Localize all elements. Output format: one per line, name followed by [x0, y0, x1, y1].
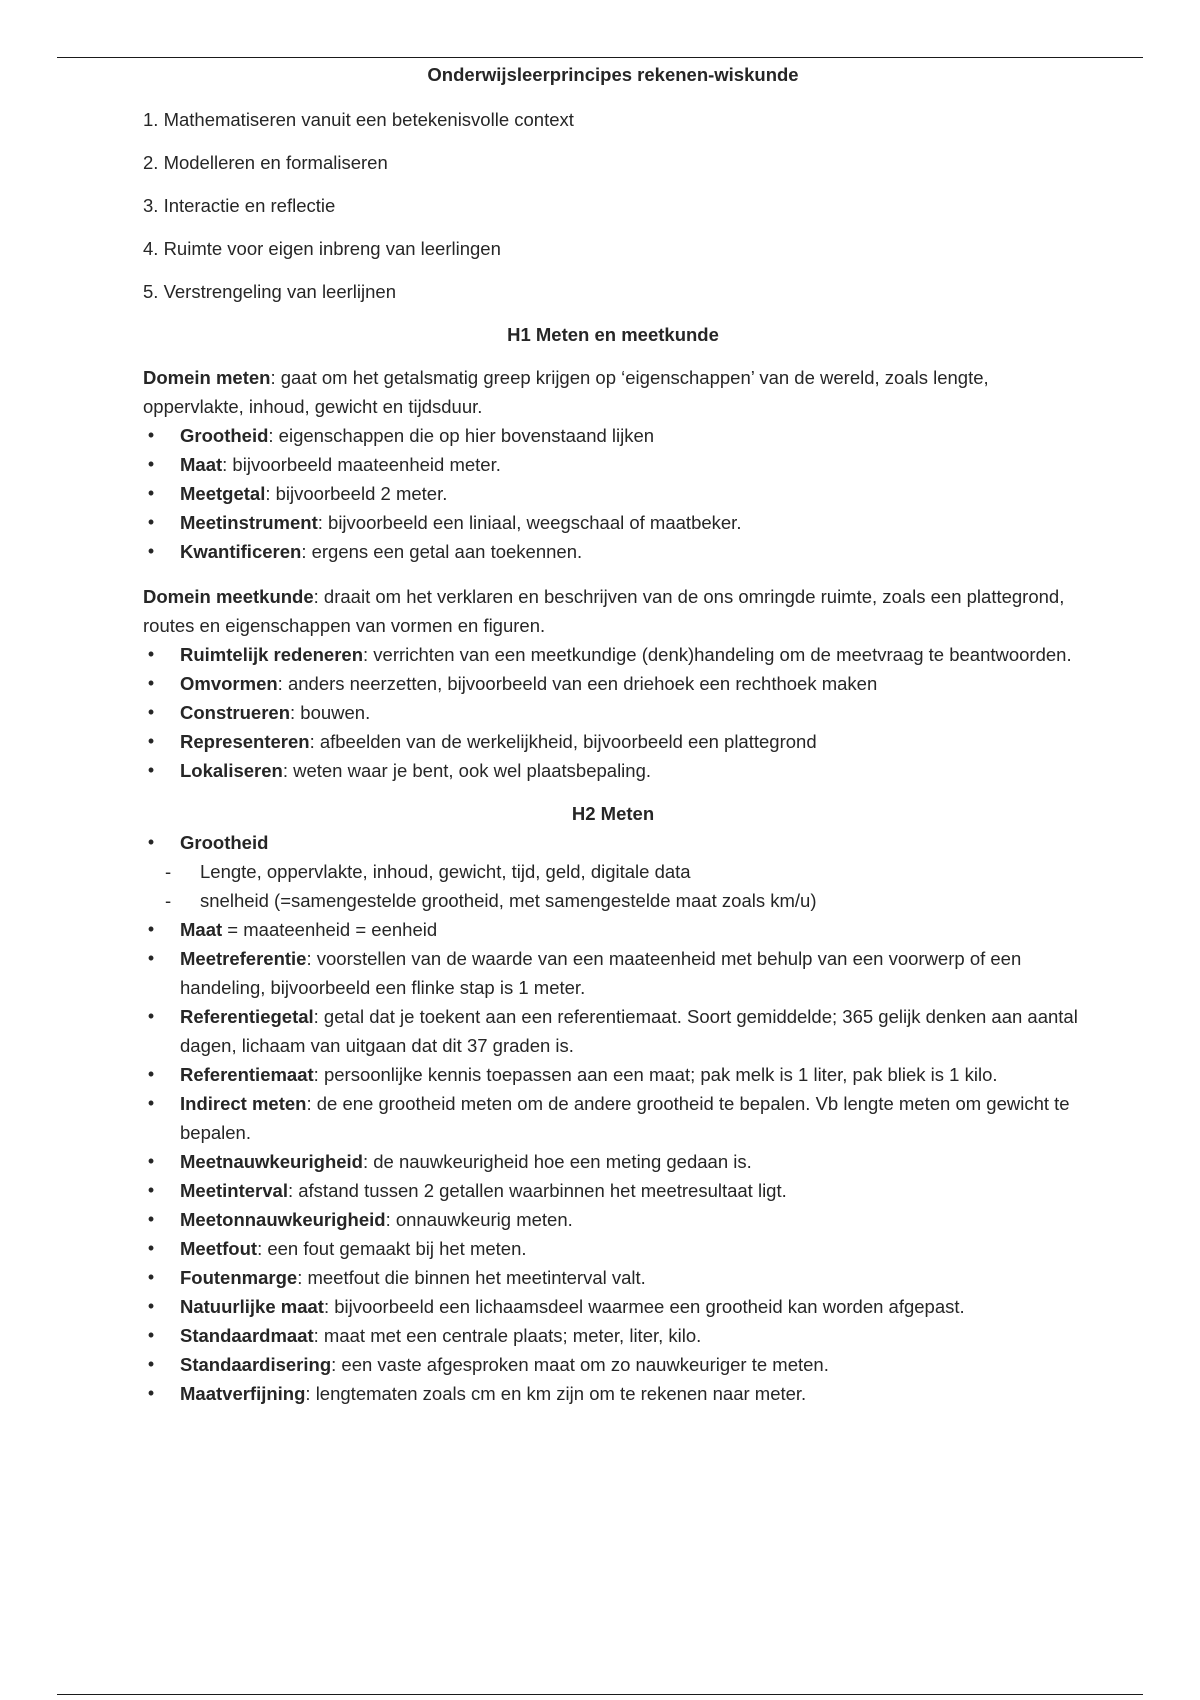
list-item-term: Maat	[180, 454, 223, 475]
list-item-text: : eigenschappen die op hier bovenstaand lijken	[268, 425, 655, 446]
list-item	[143, 508, 1083, 537]
list-item-term: Ruimtelijk redeneren	[180, 644, 364, 665]
list-item-text: : afbeelden van de werkelijkheid, bijvoorbeeld een plattegrond	[309, 731, 817, 752]
bullet-icon: •	[147, 832, 155, 852]
list-item	[143, 537, 1083, 566]
list-item-term: Standaardmaat	[180, 1325, 314, 1346]
list-item	[143, 1234, 1083, 1263]
list-item	[143, 1205, 1083, 1234]
list-item	[143, 944, 1083, 1002]
document-title: Onderwijsleerprincipes rekenen-wiskunde	[427, 64, 799, 85]
list-item-text: : getal dat je toekent aan een referentiemaat. Soort gemiddelde; 365 gelijk denken aan aantal dagen, lichaam van uitgaan dat dit 37 graden is.	[180, 1006, 1078, 1056]
list-item-term: Construeren	[180, 702, 290, 723]
domein-meetkunde-paragraph	[143, 582, 1083, 640]
list-item-term: Kwantificeren	[180, 541, 302, 562]
list-item-text: : bijvoorbeeld een liniaal, weegschaal of maatbeker.	[317, 512, 742, 533]
list-item-term: Meetinterval	[180, 1180, 288, 1201]
sub-list-item	[143, 857, 1083, 886]
document-content	[143, 60, 1083, 1408]
bullet-icon: •	[147, 1267, 155, 1287]
list-item-text: : lengtematen zoals cm en km zijn om te rekenen naar meter.	[305, 1383, 807, 1404]
list-item-term: Meetonnauwkeurigheid	[180, 1209, 386, 1230]
list-item	[143, 1060, 1083, 1089]
list-item	[143, 1292, 1083, 1321]
bullet-icon: •	[147, 1238, 155, 1258]
bullet-icon: •	[147, 760, 155, 780]
list-item-term: Referentiemaat	[180, 1064, 314, 1085]
bullet-icon: •	[147, 1093, 155, 1113]
list-item-term: Lokaliseren	[180, 760, 283, 781]
list-item-text: : voorstellen van de waarde van een maateenheid met behulp van een voorwerp of een handeling, bijvoorbeeld een flinke stap is 1 meter.	[180, 948, 1022, 998]
dash-icon: -	[165, 890, 172, 911]
list-item-text: : weten waar je bent, ook wel plaatsbepaling.	[282, 760, 652, 781]
h2-heading: H2 Meten	[571, 803, 655, 824]
domein-meetkunde-list	[143, 640, 1083, 785]
list-item-text: : verrichten van een meetkundige (denk)handeling om de meetvraag te beantwoorden.	[363, 644, 1072, 665]
bullet-icon: •	[147, 948, 155, 968]
list-item	[143, 698, 1083, 727]
domein-meten-term: Domein meten	[143, 367, 271, 388]
list-item-term: Grootheid	[180, 425, 269, 446]
list-item-text: : meetfout die binnen het meetinterval valt.	[297, 1267, 646, 1288]
sub-list-item-text: snelheid (=samengestelde grootheid, met samengestelde maat zoals km/u)	[200, 890, 817, 911]
domein-meetkunde-term: Domein meetkunde	[143, 586, 314, 607]
h1-heading: H1 Meten en meetkunde	[507, 324, 719, 345]
bullet-icon: •	[147, 731, 155, 751]
list-item-term: Natuurlijke maat	[180, 1296, 324, 1317]
list-item-term: Omvormen	[180, 673, 278, 694]
bullet-icon: •	[147, 1006, 155, 1026]
list-item-text: : onnauwkeurig meten.	[385, 1209, 573, 1230]
bullet-icon: •	[147, 702, 155, 722]
bullet-icon: •	[147, 673, 155, 693]
principles-list	[143, 105, 1083, 306]
list-item-term: Indirect meten	[180, 1093, 307, 1114]
sub-list-item	[143, 886, 1083, 915]
principle-item: 5. Verstrengeling van leerlijnen	[143, 281, 396, 302]
list-item-text: : een vaste afgesproken maat om zo nauwkeuriger te meten.	[331, 1354, 829, 1375]
list-item	[143, 421, 1083, 450]
bullet-icon: •	[147, 1296, 155, 1316]
list-item	[143, 1176, 1083, 1205]
bullet-icon: •	[147, 454, 155, 474]
list-item-term: Grootheid	[180, 832, 269, 853]
list-item	[143, 479, 1083, 508]
h2-terms-list	[143, 915, 1083, 1408]
list-item	[143, 1379, 1083, 1408]
sub-list-item-text: Lengte, oppervlakte, inhoud, gewicht, tijd, geld, digitale data	[200, 861, 691, 882]
list-item-term: Maatverfijning	[180, 1383, 306, 1404]
bullet-icon: •	[147, 1383, 155, 1403]
h2-list	[143, 828, 1083, 857]
list-item	[143, 1350, 1083, 1379]
list-item	[143, 640, 1083, 669]
list-item-term: Referentiegetal	[180, 1006, 314, 1027]
bullet-icon: •	[147, 1325, 155, 1345]
list-item-text: : anders neerzetten, bijvoorbeeld van een driehoek een rechthoek maken	[277, 673, 878, 694]
list-item-text: : de nauwkeurigheid hoe een meting gedaan is.	[362, 1151, 752, 1172]
list-item-term: Meetfout	[180, 1238, 258, 1259]
list-item-term: Meetinstrument	[180, 512, 318, 533]
bullet-icon: •	[147, 483, 155, 503]
list-item-text: : bouwen.	[290, 702, 371, 723]
bullet-icon: •	[147, 425, 155, 445]
bullet-icon: •	[147, 541, 155, 561]
list-item-term: Meetnauwkeurigheid	[180, 1151, 363, 1172]
list-item-term: Meetreferentie	[180, 948, 307, 969]
list-item-text: : de ene grootheid meten om de andere grootheid te bepalen. Vb lengte meten om gewicht te bepalen.	[180, 1093, 1070, 1143]
list-item-text: : bijvoorbeeld 2 meter.	[265, 483, 448, 504]
list-item-term: Representeren	[180, 731, 310, 752]
bullet-icon: •	[147, 1151, 155, 1171]
list-item-term: Meetgetal	[180, 483, 266, 504]
list-item-term: Standaardisering	[180, 1354, 332, 1375]
list-item-term: Maat	[180, 919, 223, 940]
list-item	[143, 915, 1083, 944]
list-item-text: : bijvoorbeeld een lichaamsdeel waarmee een grootheid kan worden afgepast.	[323, 1296, 965, 1317]
list-item	[143, 1147, 1083, 1176]
list-item	[143, 1089, 1083, 1147]
list-item-text: : een fout gemaakt bij het meten.	[257, 1238, 527, 1259]
list-item-text: : maat met een centrale plaats; meter, liter, kilo.	[313, 1325, 702, 1346]
domein-meten-text: : gaat om het getalsmatig greep krijgen op ‘eigenschappen’ van de wereld, zoals lengte, oppervlakte, inhoud, gewicht en tijdsduur.	[143, 367, 989, 417]
list-item-text: : bijvoorbeeld maateenheid meter.	[222, 454, 501, 475]
list-item-text: = maateenheid = eenheid	[222, 919, 438, 940]
list-item	[143, 1002, 1083, 1060]
list-item-text: : ergens een getal aan toekennen.	[301, 541, 583, 562]
bullet-icon: •	[147, 1209, 155, 1229]
list-item	[143, 669, 1083, 698]
list-item	[143, 756, 1083, 785]
bullet-icon: •	[147, 1064, 155, 1084]
principle-item: 3. Interactie en reflectie	[143, 195, 336, 216]
list-item-term: Foutenmarge	[180, 1267, 298, 1288]
bullet-icon: •	[147, 644, 155, 664]
bullet-icon: •	[147, 1354, 155, 1374]
domein-meten-list	[143, 421, 1083, 566]
domein-meetkunde-text: : draait om het verklaren en beschrijven van de ons omringde ruimte, zoals een plattegrond, routes en eigenschappen van vormen en figuren.	[143, 586, 1065, 636]
bottom-rule	[57, 1694, 1143, 1695]
list-item	[143, 1263, 1083, 1292]
list-item-text: : afstand tussen 2 getallen waarbinnen het meetresultaat ligt.	[287, 1180, 787, 1201]
list-item	[143, 1321, 1083, 1350]
list-item	[143, 727, 1083, 756]
principle-item: 2. Modelleren en formaliseren	[143, 152, 388, 173]
dash-icon: -	[165, 861, 172, 882]
principle-item: 1. Mathematiseren vanuit een betekenisvolle context	[143, 109, 574, 130]
top-rule	[57, 57, 1143, 58]
list-item-text: : persoonlijke kennis toepassen aan een maat; pak melk is 1 liter, pak bliek is 1 kilo.	[313, 1064, 998, 1085]
domein-meten-paragraph	[143, 363, 1083, 421]
bullet-icon: •	[147, 919, 155, 939]
bullet-icon: •	[147, 512, 155, 532]
bullet-icon: •	[147, 1180, 155, 1200]
list-item-grootheid	[143, 828, 1083, 857]
list-item	[143, 450, 1083, 479]
principle-item: 4. Ruimte voor eigen inbreng van leerlingen	[143, 238, 501, 259]
grootheid-sublist	[143, 857, 1083, 915]
